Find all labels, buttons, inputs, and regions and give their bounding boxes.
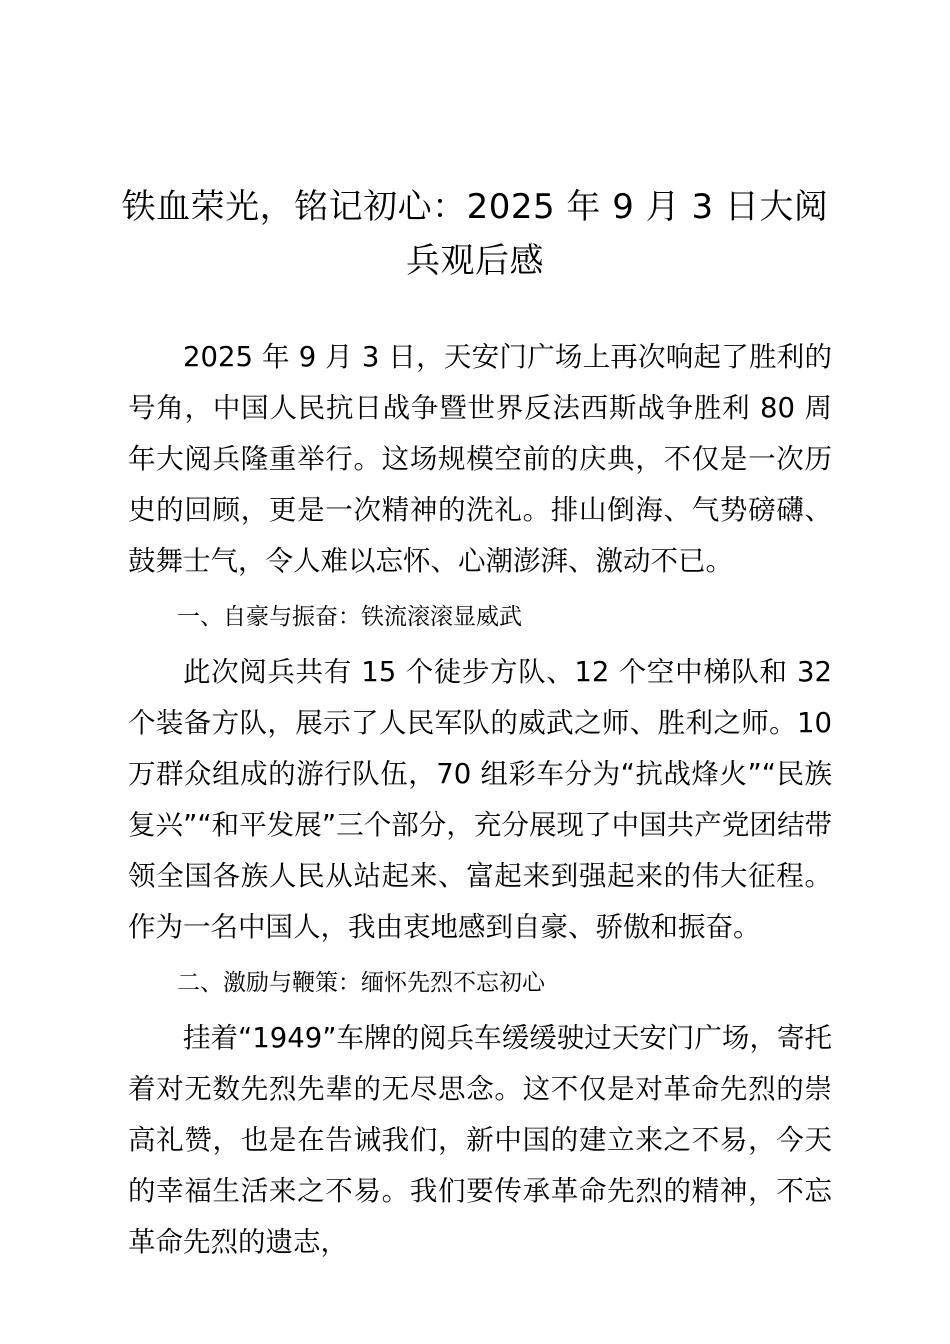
document-body [128, 332, 832, 1268]
section-heading-2: 二、激励与鞭策：缅怀先烈不忘初心 [177, 970, 545, 996]
page-title: 铁血荣光，铭记初心：2025 年 9 月 3 日大阅兵观后感 [121, 187, 829, 281]
paragraph-section-1: 此次阅兵共有 15 个徒步方队、12 个空中梯队和 32 个装备方队，展示了人民军队的威武之师、胜利之师。10 万群众组成的游行队伍，70 组彩车分为“抗战烽火”“民族复兴”“和平发展”三个部分，充分展现了中国共产党团结带领全国各族人民从站起来、富起来到强起来的伟大征程。作为一名中国人，我由衷地感到自豪、骄傲和振奋。 [128, 656, 832, 943]
paragraph-intro: 2025 年 9 月 3 日，天安门广场上再次响起了胜利的号角，中国人民抗日战争暨世界反法西斯战争胜利 80 周年大阅兵隆重举行。这场规模空前的庆典，不仅是一次历史的回顾，更是一次精神的洗礼。排山倒海、气势磅礴、鼓舞士气，令人难以忘怀、心潮澎湃、激动不已。 [128, 341, 832, 577]
section-heading-1: 一、自豪与振奋：铁流滚滚显威武 [177, 604, 522, 630]
paragraph-section-2: 挂着“1949”车牌的阅兵车缓缓驶过天安门广场，寄托着对无数先烈先辈的无尽思念。这不仅是对革命先烈的崇高礼赞，也是在告诫我们，新中国的建立来之不易，今天的幸福生活来之不易。我们要传承革命先烈的精神，不忘革命先烈的遗志， [128, 1022, 832, 1258]
